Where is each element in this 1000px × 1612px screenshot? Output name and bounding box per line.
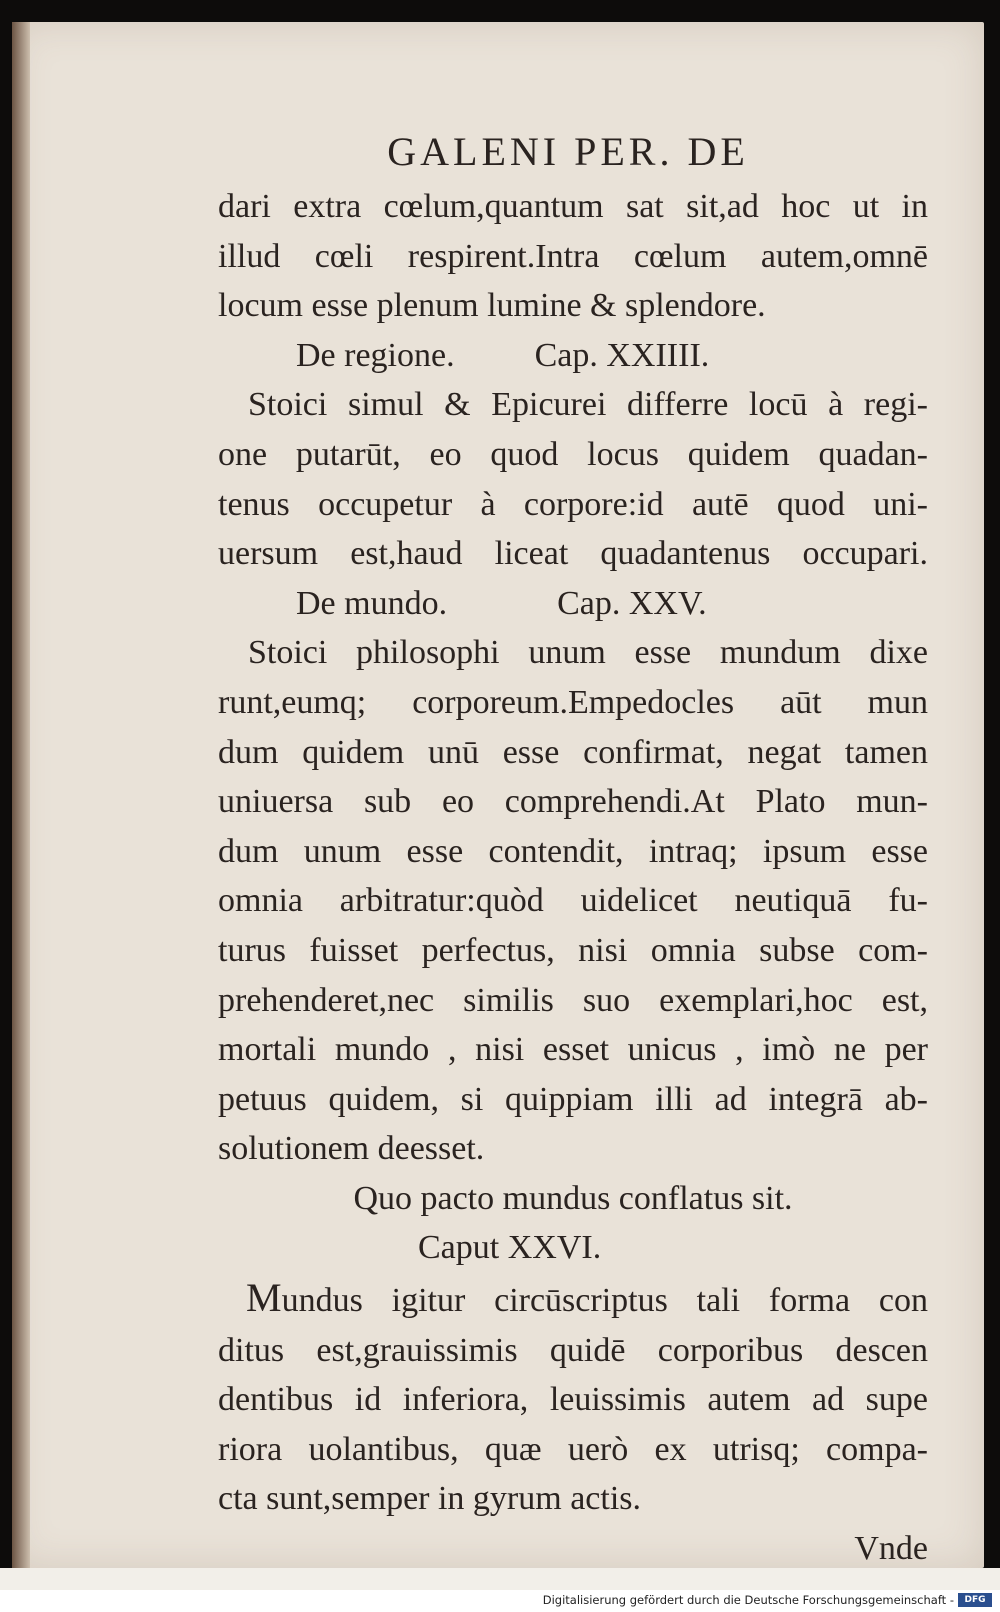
catchword: Vnde — [854, 1530, 928, 1568]
chapter-title: De mundo. — [296, 584, 448, 622]
chapter-number: Cap. XXIIII. — [534, 336, 710, 374]
chapter-heading-26-number: Caput XXVI. — [418, 1229, 602, 1267]
text-line: solutionem deesset. — [218, 1130, 485, 1168]
chapter-heading-24 — [218, 331, 928, 381]
text-line: omnia arbitratur:quòd uidelicet neutiquā fu- — [218, 882, 928, 920]
chapter-number: Cap. XXV. — [557, 584, 707, 622]
page-gutter-shadow — [12, 22, 30, 1568]
page-text-block — [218, 124, 928, 1574]
text-line: illud cœli respirent.Intra cœlum autem,omnē — [218, 237, 928, 275]
text-line: uniuersa sub eo comprehendi.At Plato mun- — [218, 783, 928, 821]
text-line: locum esse plenum lumine & splendore. — [218, 287, 766, 325]
text-line: runt,eumq; corporeum.Empedocles aūt mun — [218, 683, 928, 721]
text-line: uersum est,haud liceat quadantenus occupari. — [218, 535, 928, 573]
text-line: turus fuisset perfectus, nisi omnia subse com- — [218, 931, 928, 969]
text-line: one putarūt, eo quod locus quidem quadan- — [218, 435, 928, 473]
text-line: petuus quidem, si quippiam illi ad integrā ab- — [218, 1080, 928, 1118]
dfg-logo: DFG — [958, 1593, 992, 1607]
text-line: prehenderet,nec similis suo exemplari,hoc est, — [218, 981, 928, 1019]
text-line-rest: undus igitur circūscriptus tali forma con — [281, 1282, 928, 1320]
initial-letter: M — [246, 1275, 282, 1321]
text-line: dari extra cœlum,quantum sat sit,ad hoc ut in — [218, 188, 928, 225]
scan-margin — [0, 1568, 1000, 1590]
running-head: GALENI PER. DE — [387, 129, 749, 174]
text-line: dum quidem unū esse confirmat, negat tamen — [218, 733, 928, 771]
funding-credit: Digitalisierung gefördert durch die Deutsche Forschungsgemeinschaft - — [542, 1593, 954, 1607]
chapter-heading-26-title: Quo pacto mundus conflatus sit. — [353, 1179, 793, 1217]
text-line: mortali mundo , nisi esset unicus , imò ne per — [218, 1031, 928, 1069]
text-line: dum unum esse contendit, intraq; ipsum esse — [218, 832, 928, 870]
text-line: Stoici philosophi unum esse mundum dixe — [248, 634, 928, 672]
text-line: dentibus id inferiora, leuissimis autem ad supe — [218, 1381, 928, 1419]
footer-bar — [0, 1590, 1000, 1612]
text-line: cta sunt,semper in gyrum actis. — [218, 1480, 642, 1518]
text-line: Stoici simul & Epicurei differre locū à regi- — [248, 386, 928, 424]
text-line — [218, 1273, 928, 1326]
chapter-title: De regione. — [296, 336, 455, 374]
text-line: ditus est,grauissimis quidē corporibus descen — [218, 1331, 928, 1369]
text-line: riora uolantibus, quæ uerò ex utrisq; compa- — [218, 1430, 928, 1468]
chapter-heading-25 — [218, 579, 928, 629]
text-line: tenus occupetur à corpore:id autē quod uni- — [218, 485, 928, 523]
